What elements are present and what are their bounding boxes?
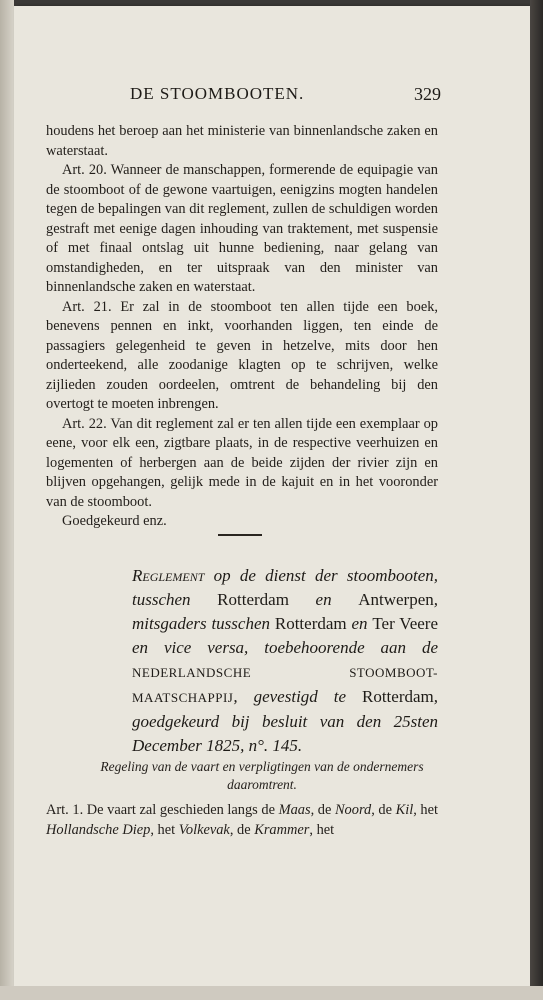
page-number: 329 — [414, 84, 441, 104]
running-title: DE STOOMBOOTEN. — [130, 84, 305, 103]
company-name: NEDERLANDSCHE STOOMBOOT-MAATSCHAPPIJ — [132, 665, 438, 705]
body-text — [46, 122, 438, 532]
paragraph-continuation: houdens het beroep aan het ministerie van binnenlandsche zaken en waterstaat. — [46, 123, 438, 159]
article-22: Art. 22. Van dit reglement zal er ten allen tijde een exemplaar op eene, voor elk een, zigtbare plaats, in de respective veerhuizen en logementen of herbergen aan de beide zijden der rivier zijn en blijven opgehangen, gelijk mede in de kajuit en in het vooronder van de stoomboot. — [46, 415, 438, 510]
section-divider — [218, 534, 262, 536]
article-1: Art. 1. De vaart zal geschieden langs de Maas, de Noord, de Kil, het Hollandsche Diep, het Volkevak, de Krammer, het — [46, 802, 438, 838]
regulation-title: Reglement op de dienst der stoombooten, tusschen Rotterdam en Antwerpen, mitsgaders tusschen Rotterdam en Ter Veere en vice versa, toebehoorende aan de NEDERLANDSCHE STOOMBOOT-MAATSCHAPPIJ, gevestigd te Rotterdam, goedgekeurd bij besluit van den 25sten December 1825, n°. 145. — [132, 566, 439, 755]
article-21: Art. 21. Er zal in de stoomboot ten allen tijde een boek, benevens pennen en inkt, voorhanden liggen, ten einde de passagiers gelegenheid te geven in hetzelve, mits door hen onderteekend, alle zoodanige klagten op te schrijven, welke zijlieden zouden oordeelen, omtrent de behandeling bij den overtogt te moeten inbrengen. — [46, 298, 438, 412]
approval-line: Goedgekeurd enz. — [62, 513, 167, 529]
scan-bottom-edge — [0, 986, 543, 1000]
section-subtitle: Regeling van de vaart en verpligtingen van de ondernemers daaromtrent. — [100, 759, 424, 792]
article-20: Art. 20. Wanneer de manschappen, formerende de equipagie van de stoomboot of de gewone vaartuigen, eenigzins mogten handelen tegen de bepalingen van dit reglement, zullen de schuldigen worden gestraft met eenige dagen inhouding van traktement, met suspensie of met finaal ontslag uit hunne bediening, naar gelang van omstandigheden, en ter uitspraak van den minister van binnenlandsche zaken en waterstaat. — [46, 162, 438, 295]
scan-right-edge — [530, 0, 543, 1000]
scan-left-margin — [0, 0, 14, 1000]
title-word-reglement: Reglement — [132, 566, 205, 585]
